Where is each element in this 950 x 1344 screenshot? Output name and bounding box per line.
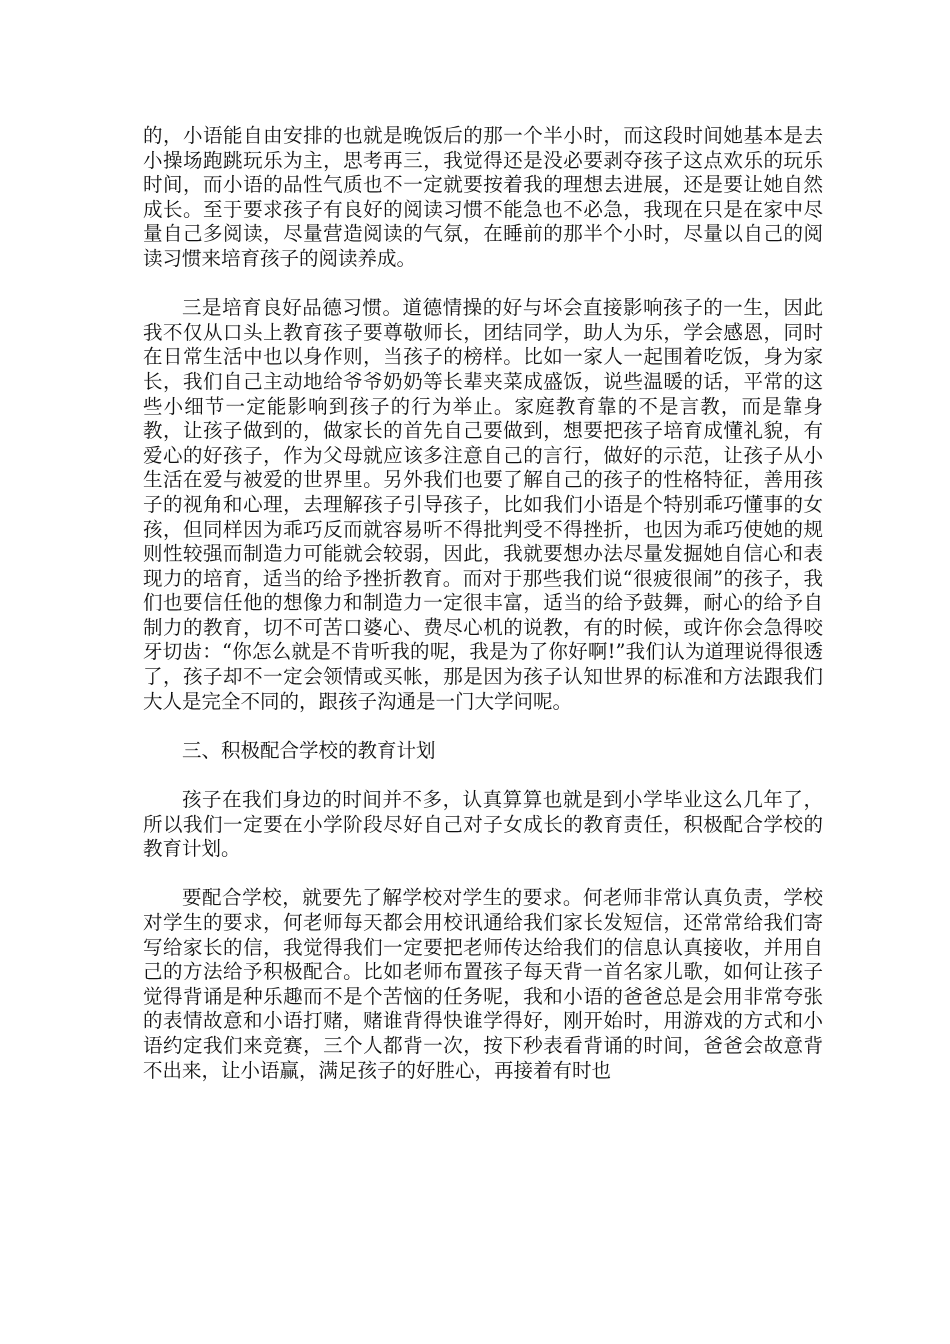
document-page: [143, 124, 823, 1108]
paragraph-school-plan: 孩子在我们身边的时间并不多，认真算算也就是到小学毕业这么几年了，所以我们一定要在小学阶段尽好自己对子女成长的教育责任，积极配合学校的教育计划。: [143, 788, 823, 861]
paragraph-cooperate-school: 要配合学校，就要先了解学校对学生的要求。何老师非常认真负责，学校对学生的要求，何老师每天都会用校讯通给我们家长发短信，还常常给我们寄写给家长的信，我觉得我们一定要把老师传达给我们的信息认真接收，并用自己的方法给予积极配合。比如老师布置孩子每天背一首名家儿歌，如何让孩子觉得背诵是种乐趣而不是个苦恼的任务呢，我和小语的爸爸总是会用非常夸张的表情故意和小语打赌，赌谁背得快谁学得好，刚开始时，用游戏的方式和小语约定我们来竞赛，三个人都背一次，按下秒表看背诵的时间，爸爸会故意背不出来，让小语赢，满足孩子的好胜心，再接着有时也: [143, 886, 823, 1082]
section-heading: 三、积极配合学校的教育计划: [182, 738, 436, 762]
paragraph-continued: 的，小语能自由安排的也就是晚饭后的那一个半小时，而这段时间她基本是去小操场跑跳玩乐为主，思考再三，我觉得还是没必要剥夺孩子这点欢乐的玩乐时间，而小语的品性气质也不一定就要按着我的理想去进展，还是要让她自然成长。至于要求孩子有良好的阅读习惯不能急也不必急，我现在只是在家中尽量自己多阅读，尽量营造阅读的气氛，在睡前的那半个小时，尽量以自己的阅读习惯来培育孩子的阅读养成。: [143, 124, 823, 270]
paragraph-moral-habits: 三是培育良好品德习惯。道德情操的好与坏会直接影响孩子的一生，因此我不仅从口头上教育孩子要尊敬师长，团结同学，助人为乐，学会感恩，同时在日常生活中也以身作则，当孩子的榜样。比如一家人一起围着吃饭，身为家长，我们自己主动地给爷爷奶奶等长辈夹菜成盛饭，说些温暖的话，平常的这些小细节一定能影响到孩子的行为举止。家庭教育靠的不是言教，而是靠身教，让孩子做到的，做家长的首先自己要做到，想要把孩子培育成懂礼貌，有爱心的好孩子，作为父母就应该多注意自己的言行，做好的示范，让孩子从小生活在爱与被爱的世界里。另外我们也要了解自己的孩子的性格特征，善用孩子的视角和心理，去理解孩子引导孩子，比如我们小语是个特别乖巧懂事的女孩，但同样因为乖巧反而就容易听不得批判受不得挫折，也因为乖巧使她的规则性较强而制造力可能就会较弱，因此，我就要想办法尽量发掘她自信心和表现力的培育，适当的给予挫折教育。而对于那些我们说“很疲很闹”的孩子，我们也要信任他的想像力和制造力一定很丰富，适当的给予鼓舞，耐心的给予自制力的教育，切不可苦口婆心、费尽心机的说教，有的时候，或许你会急得咬牙切齿：“你怎么就是不肯听我的呢，我是为了你好啊!”我们认为道理说得很透了，孩子却不一定会领情或买帐，那是因为孩子认知世界的标准和方法跟我们大人是完全不同的，跟孩子沟通是一门大学问呢。: [143, 296, 823, 713]
